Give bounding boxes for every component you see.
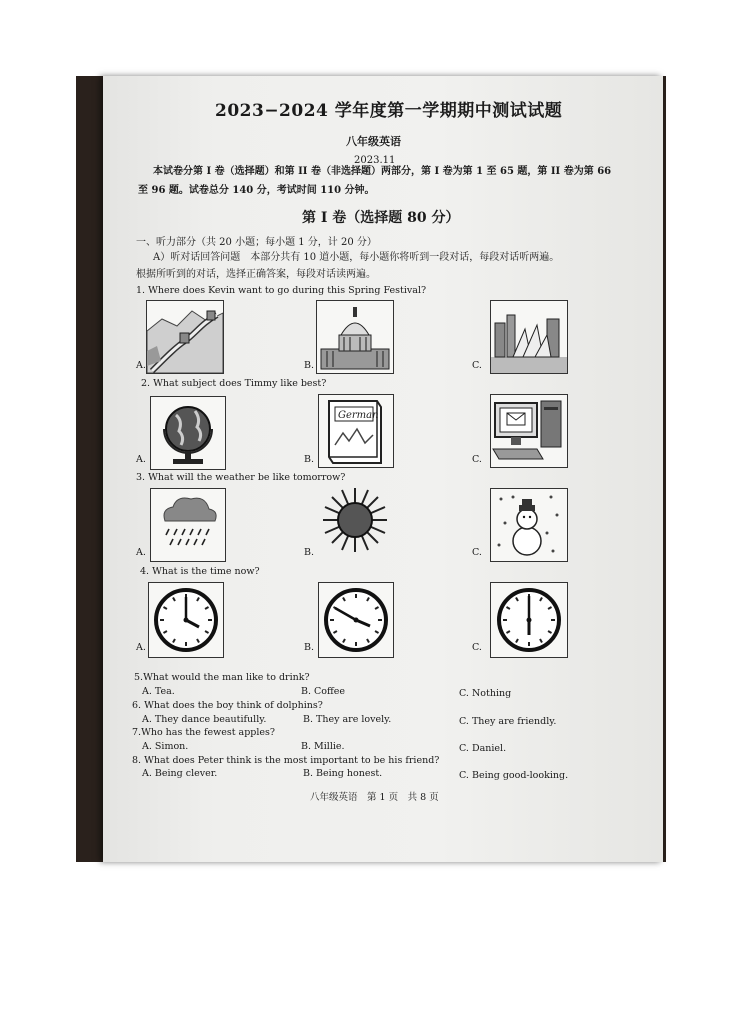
option-b: B. Millie. (301, 741, 345, 752)
option-label: A. (136, 454, 146, 465)
option-a: A. Being clever. (142, 768, 218, 779)
option-c: C. Daniel. (459, 743, 507, 754)
option-b: B. Being honest. (303, 768, 383, 779)
option-label: C. (472, 454, 482, 465)
option-c: C. Being good-looking. (459, 770, 569, 781)
part-title: 一、听力部分（共 20 小题；每小题 1 分，计 20 分） (136, 237, 377, 248)
option-label: C. (472, 360, 482, 371)
option-label: C. (472, 642, 482, 653)
exam-intro-line2: 至 96 题。试卷总分 140 分，考试时间 110 分钟。 (138, 185, 375, 196)
option-label: C. (472, 547, 482, 558)
globe-icon (150, 396, 226, 470)
part-a-instructions: A）听对话回答问题 本部分共有 10 道小题，每小题你将听到一段对话，每段对话听两遍。 (153, 252, 560, 263)
option-label: A. (136, 547, 146, 558)
sun-icon (318, 484, 392, 556)
option-a: A. Simon. (142, 741, 189, 752)
option-b: B. They are lovely. (303, 714, 392, 725)
question-6: 6. What does the boy think of dolphins? (132, 700, 323, 711)
option-label: B. (304, 547, 315, 558)
option-label: B. (304, 360, 315, 371)
option-a: A. Tea. (142, 686, 175, 697)
german-book-icon (318, 394, 394, 468)
option-label: A. (136, 642, 146, 653)
book-cover-text: German (338, 410, 379, 421)
question-2: 2. What subject does Timmy like best? (141, 378, 327, 389)
exam-subject: 八年级英语 (346, 135, 401, 148)
sydney-opera-house-icon (490, 300, 568, 374)
option-label: A. (136, 360, 146, 371)
exam-date: 2023.11 (354, 155, 396, 166)
question-1: 1. Where does Kevin want to go during this Spring Festival? (136, 285, 427, 296)
great-wall-icon (146, 300, 224, 374)
clock-icon (490, 582, 568, 658)
snowman-icon (490, 488, 568, 562)
capitol-building-icon (316, 300, 394, 374)
option-a: A. They dance beautifully. (142, 714, 267, 725)
exam-intro-line1: 本试卷分第 I 卷（选择题）和第 II 卷（非选择题）两部分，第 I 卷为第 1 至 65 题，第 II 卷为第 66 (153, 166, 612, 177)
question-5: 5.What would the man like to drink? (134, 672, 310, 683)
option-label: B. (304, 642, 315, 653)
section-title: 第 I 卷（选择题 80 分） (302, 210, 460, 226)
exam-title: 2023−2024 学年度第一学期期中测试试题 (215, 101, 563, 121)
part-a-instructions-cont: 根据所听到的对话，选择正确答案，每段对话读两遍。 (136, 269, 376, 280)
option-c: C. Nothing (459, 688, 512, 699)
question-7: 7.Who has the fewest apples? (132, 727, 276, 738)
option-b: B. Coffee (301, 686, 346, 697)
option-label: B. (304, 454, 315, 465)
option-c: C. They are friendly. (459, 716, 557, 727)
question-8: 8. What does Peter think is the most important to be his friend? (132, 755, 440, 766)
question-4: 4. What is the time now? (140, 566, 260, 577)
question-3: 3. What will the weather be like tomorrow? (136, 472, 346, 483)
computer-icon (490, 394, 568, 468)
page-footer: 八年级英语 第 1 页 共 8 页 (310, 792, 439, 803)
clock-icon (318, 582, 394, 658)
rain-cloud-icon (150, 488, 226, 562)
clock-icon (148, 582, 224, 658)
